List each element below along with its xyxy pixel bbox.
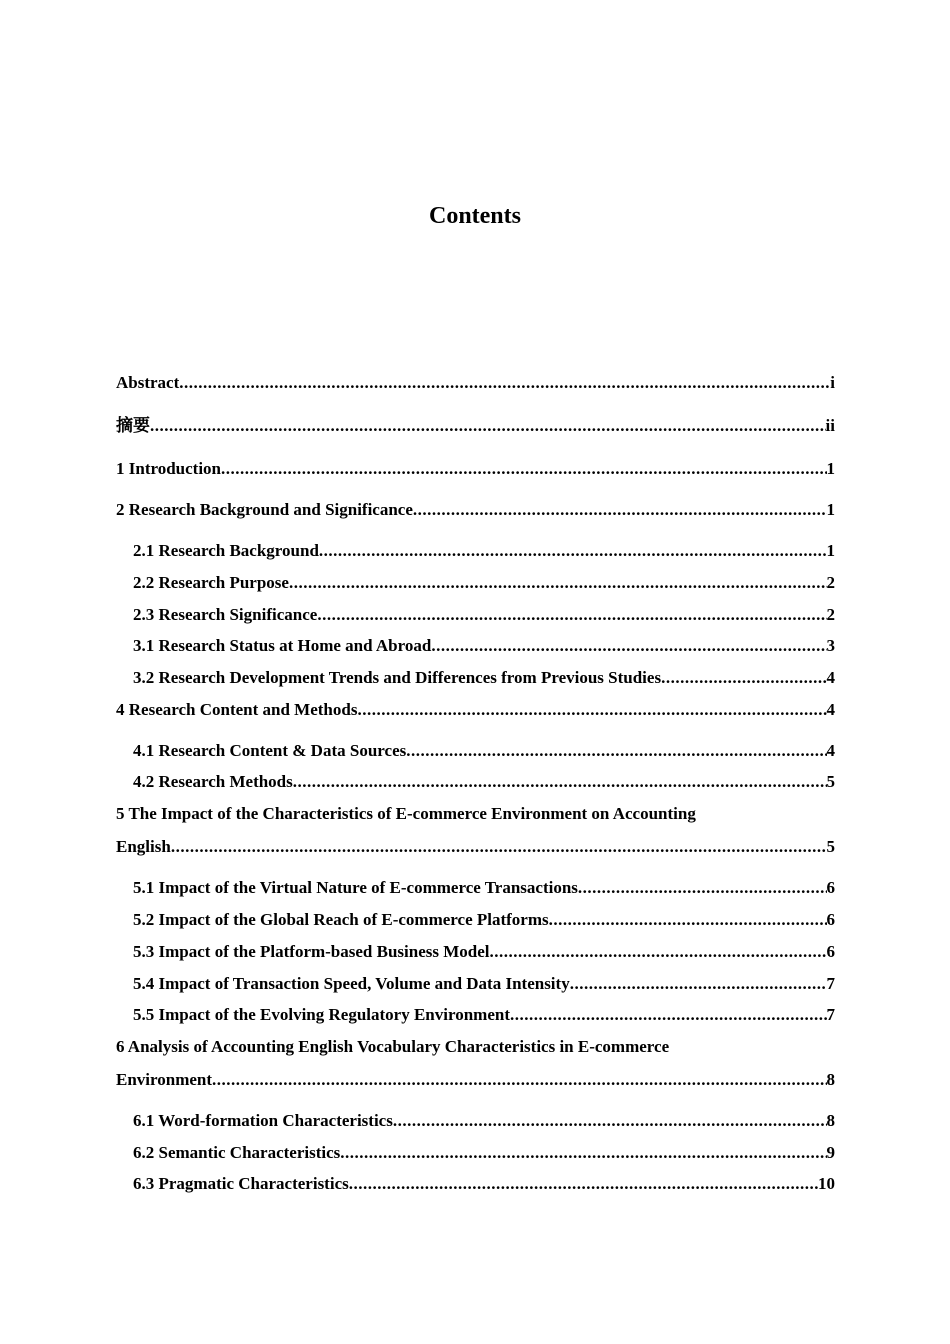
toc-entry-label: 2.2 Research Purpose — [133, 573, 289, 592]
toc-entry-section-5-4[interactable] — [133, 973, 835, 995]
toc-entry-label: 2.3 Research Significance — [133, 605, 318, 624]
toc-entry-label: Environment — [116, 1070, 213, 1089]
toc-entry-section-3-1[interactable] — [133, 635, 835, 657]
toc-page-number: 7 — [826, 1005, 835, 1024]
toc-entry-label: 4 Research Content and Methods — [116, 700, 358, 719]
toc-dot-leader — [393, 1110, 827, 1132]
toc-page-number: 1 — [826, 541, 835, 560]
toc-entry-label: 4.2 Research Methods — [133, 772, 293, 791]
toc-page-number: 10 — [818, 1174, 835, 1193]
toc-entry-label: 1 Introduction — [116, 459, 222, 478]
toc-entry-abstract[interactable] — [116, 372, 835, 394]
toc-dot-leader — [413, 499, 827, 521]
toc-entry-section-6-1[interactable] — [133, 1110, 835, 1132]
toc-entry-label: 2 Research Background and Significance — [116, 500, 413, 519]
toc-page-number: 7 — [826, 974, 835, 993]
toc-page-number: 2 — [826, 573, 835, 592]
toc-entry-section-2-2[interactable] — [133, 572, 835, 594]
toc-entry-section-6-3[interactable] — [133, 1173, 835, 1195]
toc-dot-leader — [150, 415, 826, 437]
toc-entry-section-2-3[interactable] — [133, 604, 835, 626]
toc-page-number: 6 — [826, 910, 835, 929]
toc-page-number: 2 — [826, 605, 835, 624]
toc-entry-label: 5.4 Impact of Transaction Speed, Volume and Data Intensity — [133, 974, 570, 993]
toc-dot-leader — [549, 909, 827, 931]
toc-entry-label: 4.1 Research Content & Data Sources — [133, 741, 407, 760]
toc-dot-leader — [293, 771, 827, 793]
toc-entry-label: 6.1 Word-formation Characteristics — [133, 1111, 393, 1130]
toc-entry-section-2-1[interactable] — [133, 540, 835, 562]
toc-page-number: 4 — [826, 668, 835, 687]
toc-page-number: 6 — [826, 878, 835, 897]
toc-page-number: i — [830, 373, 835, 392]
toc-dot-leader — [171, 836, 827, 858]
toc-entry-section-6[interactable] — [116, 1069, 835, 1091]
toc-dot-leader — [406, 740, 826, 762]
toc-dot-leader — [431, 635, 826, 657]
toc-entry-section-5-1[interactable] — [133, 877, 835, 899]
toc-entry-section-5[interactable] — [116, 836, 835, 858]
toc-dot-leader — [317, 604, 826, 626]
toc-entry-label: English — [116, 837, 171, 856]
toc-page-number: 8 — [826, 1111, 835, 1130]
toc-entry-section-4-2[interactable] — [133, 771, 835, 793]
toc-page-number: 1 — [826, 500, 835, 519]
toc-dot-leader — [179, 372, 830, 394]
toc-dot-leader — [340, 1142, 826, 1164]
toc-entry-section-5-2[interactable] — [133, 909, 835, 931]
toc-page-number: ii — [825, 416, 835, 435]
toc-dot-leader — [490, 941, 827, 963]
toc-dot-leader — [221, 458, 826, 480]
toc-entry-label: Abstract — [116, 373, 180, 392]
toc-dot-leader — [661, 667, 826, 689]
toc-page-number: 6 — [826, 942, 835, 961]
toc-entry-section-6-2[interactable] — [133, 1142, 835, 1164]
toc-entry-section-4-1[interactable] — [133, 740, 835, 762]
toc-page-number: 5 — [826, 837, 835, 856]
toc-entry-section-5-3[interactable] — [133, 941, 835, 963]
toc-dot-leader — [289, 572, 827, 594]
toc-entry-label: 3.2 Research Development Trends and Differences from Previous Studies — [133, 668, 662, 687]
toc-page-number: 3 — [826, 636, 835, 655]
toc-dot-leader — [357, 699, 826, 721]
toc-entry-label: 6.2 Semantic Characteristics — [133, 1143, 341, 1162]
toc-entry-label: 2.1 Research Background — [133, 541, 319, 560]
toc-dot-leader — [578, 877, 827, 899]
toc-entry-label: 5.3 Impact of the Platform-based Business Model — [133, 942, 490, 961]
toc-dot-leader — [212, 1069, 826, 1091]
toc-page-number: 1 — [826, 459, 835, 478]
toc-entry-label: 5.2 Impact of the Global Reach of E-commerce Platforms — [133, 910, 549, 929]
toc-dot-leader — [570, 973, 827, 995]
toc-page-number: 8 — [826, 1070, 835, 1089]
page-title: Contents — [428, 203, 521, 229]
toc-entry-section-6-line1[interactable]: 6 Analysis of Accounting English Vocabulary Characteristics in E-commerce — [116, 1037, 670, 1056]
toc-page-number: 4 — [826, 700, 835, 719]
toc-entry-chinese-abstract[interactable] — [116, 415, 835, 437]
toc-entry-section-4[interactable] — [116, 699, 835, 721]
toc-entry-label: 摘要 — [116, 416, 150, 435]
toc-entry-label: 5.5 Impact of the Evolving Regulatory Environment — [133, 1005, 510, 1024]
toc-entry-section-5-5[interactable] — [133, 1004, 835, 1026]
toc-entry-section-5-line1[interactable]: 5 The Impact of the Characteristics of E-commerce Environment on Accounting — [116, 804, 696, 823]
toc-page-number: 4 — [826, 741, 835, 760]
toc-entry-section-3-2[interactable] — [133, 667, 835, 689]
toc-dot-leader — [510, 1004, 827, 1026]
toc-entry-label: 6.3 Pragmatic Characteristics — [133, 1174, 349, 1193]
toc-dot-leader — [349, 1173, 818, 1195]
toc-page-number: 5 — [826, 772, 835, 791]
toc-dot-leader — [319, 540, 827, 562]
toc-entry-label: 5.1 Impact of the Virtual Nature of E-commerce Transactions — [133, 878, 578, 897]
toc-entry-introduction[interactable] — [116, 458, 835, 480]
toc-entry-section-2[interactable] — [116, 499, 835, 521]
toc-page-number: 9 — [826, 1143, 835, 1162]
toc-entry-label: 3.1 Research Status at Home and Abroad — [133, 636, 432, 655]
